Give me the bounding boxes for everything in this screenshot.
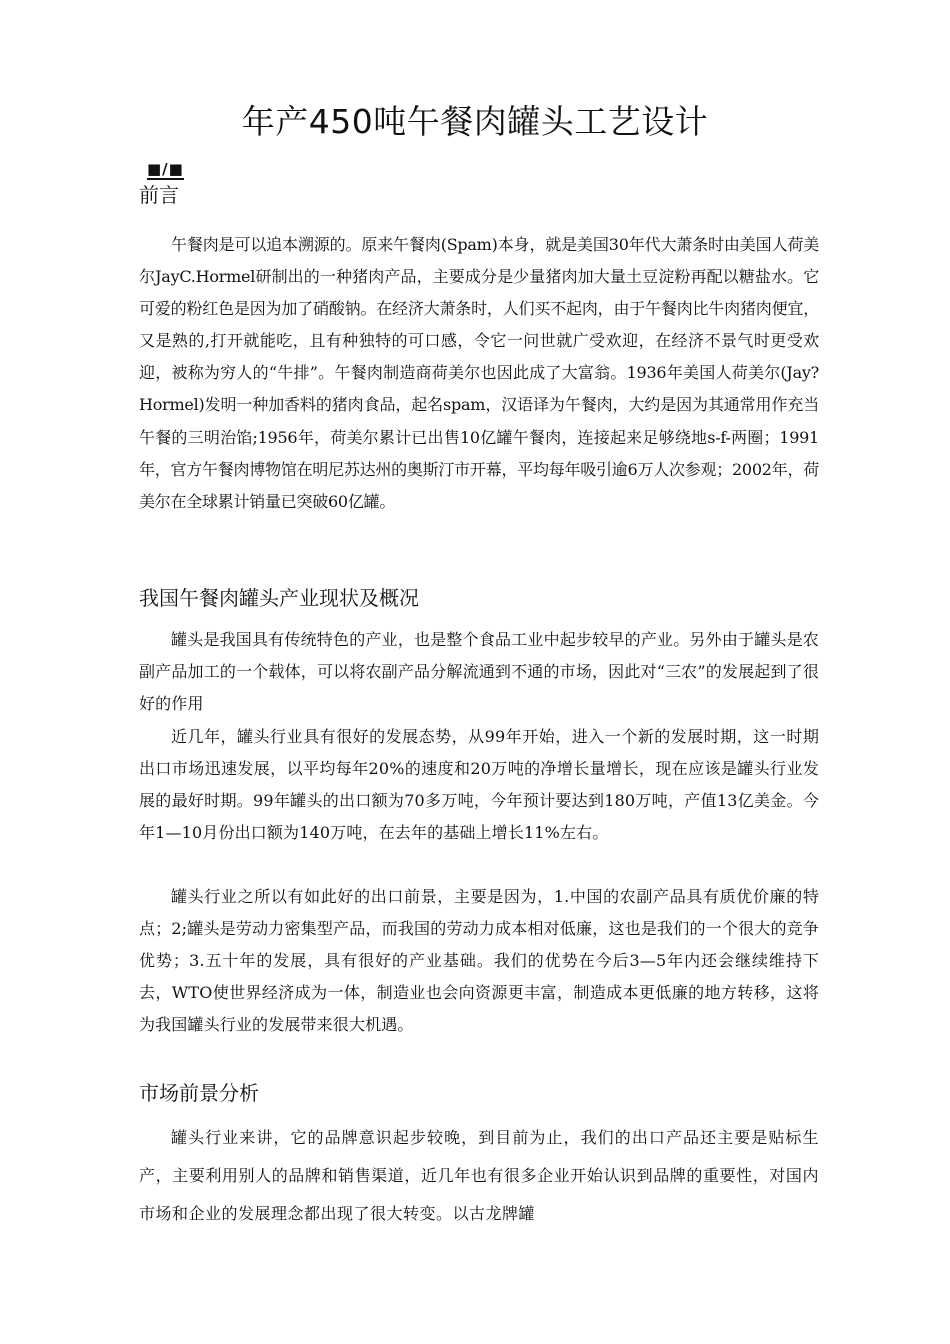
heading-industry: 我国午餐肉罐头产业现状及概况 <box>139 586 419 610</box>
paragraph-foreword-1: 午餐肉是可以追本溯源的。原来午餐肉(Spam)本身，就是美国30年代大萧条时由美国人荷美尔JayC.Hormel研制出的一种猪肉产品，主要成分是少量猪肉加大量土豆淀粉再配以糖盐水。它可爱的粉红色是因为加了硝酸钠。在经济大萧条时，人们买不起肉，由于午餐肉比牛肉猪肉便宜，又是熟的,打开就能吃，且有种独特的可口感，令它一问世就广受欢迎，在经济不景气时更受欢迎，被称为穷人的“牛排”。午餐肉制造商荷美尔也因此成了大富翁。1936年美国人荷美尔(Jay?Hormel)发明一种加香料的猪肉食品，起名spam，汉语译为午餐肉，大约是因为其通常用作充当午餐的三明治馅;1956年，荷美尔累计已出售10亿罐午餐肉，连接起来足够绕地s-f-两圈；1991年，官方午餐肉博物馆在明尼苏达州的奥斯汀市开幕，平均每年吸引逾6万人次参观；2002年，荷美尔在全球累计销量已突破60亿罐。 <box>139 235 819 511</box>
heading-market: 市场前景分析 <box>139 1081 259 1105</box>
paragraph-industry-3: 罐头行业之所以有如此好的出口前景，主要是因为，1.中国的农副产品具有质优价廉的特点；2;罐头是劳动力密集型产品，而我国的劳动力成本相对低廉，这也是我们的一个很大的竞争优势；3.五十年的发展，具有很好的产业基础。我们的优势在今后3—5年内还会继续维持下去，WTO使世界经济成为一体，制造业也会向资源更丰富，制造成本更低廉的地方转移，这将为我国罐头行业的发展带来很大机遇。 <box>139 887 819 1035</box>
paragraph-industry-2: 近几年，罐头行业具有很好的发展态势，从99年开始，进入一个新的发展时期，这一时期出口市场迅速发展，以平均每年20%的速度和20万吨的净增长量增长，现在应该是罐头行业发展的最好时期。99年罐头的出口额为70多万吨，今年预计要达到180万吨，产值13亿美金。今年1—10月份出口额为140万吨，在去年的基础上增长11%左右。 <box>139 727 819 843</box>
paragraph-industry-1: 罐头是我国具有传统特色的产业，也是整个食品工业中起步较早的产业。另外由于罐头是农副产品加工的一个载体，可以将农副产品分解流通到不通的市场，因此对“三农”的发展起到了很好的作用 <box>139 630 819 714</box>
section-marker: ■/■ <box>147 160 184 178</box>
heading-foreword: 前言 <box>139 183 179 207</box>
paragraph-market-1: 罐头行业来讲，它的品牌意识起步较晚，到目前为止，我们的出口产品还主要是贴标生产，主要利用别人的品牌和销售渠道，近几年也有很多企业开始认识到品牌的重要性，对国内市场和企业的发展理念都出现了很大转变。以古龙牌罐 <box>139 1128 819 1223</box>
document-title: 年产450吨午餐肉罐头工艺设计 <box>241 102 709 141</box>
